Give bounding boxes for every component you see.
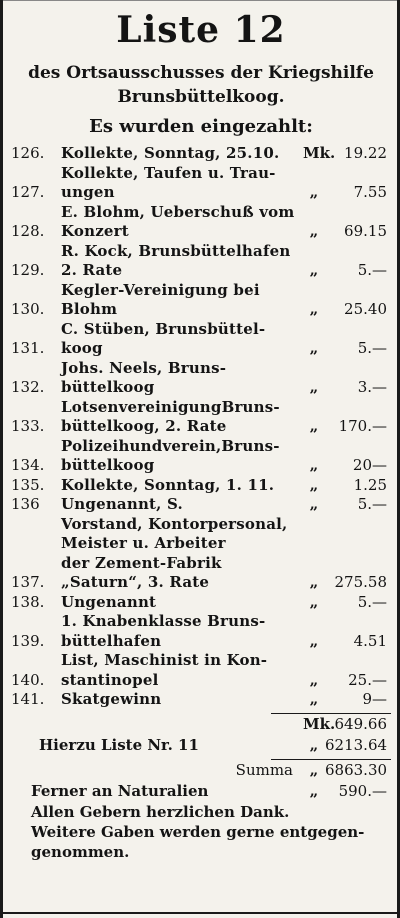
entry-description-line: ungen: [61, 183, 115, 201]
entry-unit: „: [309, 592, 319, 611]
entry-description-line: 1. Knabenklasse Bruns-: [61, 612, 266, 630]
entry-description-line: Ungenannt: [61, 592, 157, 611]
entry-description: [61, 398, 303, 437]
entry-unit: „: [309, 183, 319, 201]
donation-entry: [11, 398, 391, 437]
entry-unit: Mk.: [303, 144, 336, 162]
donation-list: [11, 144, 391, 710]
entry-unit: „: [309, 222, 319, 240]
donation-entry: [11, 476, 391, 496]
entry-amount: 7.55: [353, 183, 387, 201]
entry-number: 132.: [11, 378, 45, 396]
naturalien-label: Ferner an Naturalien: [31, 781, 209, 800]
entry-description-line: Kollekte, Sonntag, 25.10.: [61, 144, 280, 162]
entry-unit: „: [309, 495, 319, 513]
subtotal-row: [11, 714, 391, 735]
entry-description-line: LotsenvereinigungBruns-: [61, 397, 280, 416]
entry-description: [61, 495, 303, 515]
entry-description: [61, 144, 303, 164]
entry-description: [61, 164, 303, 203]
entry-number: 131.: [11, 339, 45, 357]
previous-list-unit: „: [309, 735, 319, 754]
entry-amount: 19.22: [344, 144, 387, 162]
entry-description-line: büttelkoog, 2. Rate: [61, 417, 227, 435]
entry-amount: 20—: [352, 456, 387, 474]
entry-description-line: Ungenannt, S.: [61, 495, 183, 513]
donation-entry: [11, 593, 391, 613]
entry-description: [61, 320, 303, 359]
entry-description-line: koog: [61, 339, 103, 357]
top-rule: [3, 0, 397, 1]
entry-number: 140.: [11, 670, 45, 689]
entry-number: 130.: [11, 300, 45, 318]
list-title: Liste 12: [116, 9, 286, 51]
entry-description-line: Kegler-Vereinigung bei: [61, 280, 260, 299]
entry-description: [61, 593, 303, 613]
entry-description: [61, 515, 303, 593]
donation-entry: [11, 203, 391, 242]
entry-description-line: Skatgewinn: [61, 690, 162, 708]
entry-number: 138.: [11, 592, 45, 611]
entry-description-line: 2. Rate: [61, 261, 123, 279]
entry-description-line: Blohm: [61, 300, 118, 318]
entry-amount: 25.40: [344, 300, 387, 318]
donation-entry: [11, 144, 391, 164]
entry-number: 137.: [11, 573, 45, 591]
donation-entry: [11, 515, 391, 593]
entry-description: [61, 359, 303, 398]
donation-entry: [11, 437, 391, 476]
entry-description-line: Kollekte, Taufen u. Trau-: [61, 163, 276, 182]
summa-unit: „: [309, 760, 319, 779]
entry-description: [61, 690, 303, 710]
entry-amount: 25.—: [348, 670, 387, 689]
summa-row: [11, 760, 391, 781]
entry-description: [61, 612, 303, 651]
entry-amount: 5.—: [357, 339, 387, 357]
entry-amount: 4.51: [353, 631, 387, 650]
donation-entry: [11, 281, 391, 320]
entry-description-line: Meister u. Arbeiter: [61, 534, 226, 552]
entry-description-line: E. Blohm, Ueberschuß vom: [61, 202, 295, 221]
entry-amount: 9—: [362, 690, 387, 708]
entry-description: [61, 242, 303, 281]
summa-amount: 6863.30: [325, 760, 388, 779]
entry-description-line: stantinopel: [61, 670, 159, 689]
donation-entry: [11, 495, 391, 515]
donation-entry: [11, 690, 391, 710]
entry-unit: „: [309, 456, 319, 474]
naturalien-amount: 590.—: [338, 781, 387, 800]
entry-number: 135.: [11, 475, 45, 494]
entry-unit: „: [309, 631, 319, 650]
entry-unit: „: [309, 417, 319, 435]
entry-description-line: büttelkoog: [61, 378, 155, 396]
entry-number: 129.: [11, 261, 45, 279]
entry-number: 126.: [11, 144, 45, 162]
entry-description: [61, 281, 303, 320]
entry-description-line: büttelhafen: [61, 631, 162, 650]
entry-amount: 5.—: [357, 495, 387, 513]
naturalien-unit: „: [309, 781, 319, 800]
donation-entry: [11, 651, 391, 690]
entry-unit: „: [309, 339, 319, 357]
entry-number: 141.: [11, 690, 45, 708]
entry-description-line: C. Stüben, Brunsbüttel-: [61, 319, 266, 338]
naturalien-row: [11, 781, 391, 802]
entry-description-line: „Saturn“, 3. Rate: [61, 573, 210, 591]
entry-amount: 69.15: [344, 222, 387, 240]
summa-label: Summa: [235, 760, 293, 779]
donation-entry: [11, 612, 391, 651]
entry-number: 128.: [11, 222, 45, 240]
entry-amount: 170.—: [338, 417, 387, 435]
entry-number: 134.: [11, 456, 45, 474]
entry-amount: 5.—: [357, 592, 387, 611]
entry-description-line: Vorstand, Kontorpersonal,: [61, 514, 288, 533]
entry-amount: 1.25: [353, 475, 387, 494]
entry-unit: „: [309, 690, 319, 708]
entry-description: [61, 651, 303, 690]
donation-entry: [11, 320, 391, 359]
donation-entry: [11, 164, 391, 203]
subtotal-amount: 649.66: [334, 714, 387, 733]
previous-list-row: [11, 735, 391, 756]
entry-amount: 275.58: [334, 573, 387, 591]
entry-unit: „: [309, 573, 319, 591]
entry-description-line: R. Kock, Brunsbüttelhafen: [61, 241, 291, 260]
entry-number: 139.: [11, 631, 45, 650]
thanks-line: Allen Gebern herzlichen Dank.: [31, 802, 290, 821]
entry-amount: 3.—: [357, 378, 387, 396]
entry-description-line: Polizeihundverein,Bruns-: [61, 436, 280, 455]
entry-unit: „: [309, 475, 319, 494]
more-gifts-line-2: genommen.: [31, 842, 130, 861]
subtitle-line-2: Brunsbüttelkoog.: [117, 87, 285, 107]
intro-line: Es wurden eingezahlt:: [89, 116, 313, 137]
entry-description: [61, 437, 303, 476]
donation-entry: [11, 242, 391, 281]
entry-description-line: Kollekte, Sonntag, 1. 11.: [61, 475, 275, 494]
entry-description-line: List, Maschinist in Kon-: [61, 651, 268, 669]
subtotal-unit: Mk.: [303, 714, 336, 733]
entry-unit: „: [309, 261, 319, 279]
entry-description: [61, 476, 303, 496]
entry-unit: „: [309, 300, 319, 318]
bottom-rule: [3, 912, 397, 914]
entry-number: 136: [11, 495, 40, 513]
previous-list-label: Hierzu Liste Nr. 11: [39, 735, 199, 754]
entry-unit: „: [309, 670, 319, 689]
entry-description-line: der Zement-Fabrik: [61, 553, 222, 572]
entry-description-line: Konzert: [61, 222, 129, 240]
subtitle-line-1: des Ortsausschusses der Kriegshilfe: [28, 63, 374, 83]
donation-entry: [11, 359, 391, 398]
entry-description-line: büttelkoog: [61, 456, 155, 474]
entry-description: [61, 203, 303, 242]
previous-list-amount: 6213.64: [325, 735, 388, 754]
entry-amount: 5.—: [357, 261, 387, 279]
entry-description-line: Johs. Neels, Bruns-: [61, 358, 227, 377]
entry-number: 127.: [11, 183, 45, 201]
entry-number: 133.: [11, 417, 45, 435]
entry-unit: „: [309, 378, 319, 396]
more-gifts-line-1: Weitere Gaben werden gerne entgegen-: [31, 822, 365, 841]
